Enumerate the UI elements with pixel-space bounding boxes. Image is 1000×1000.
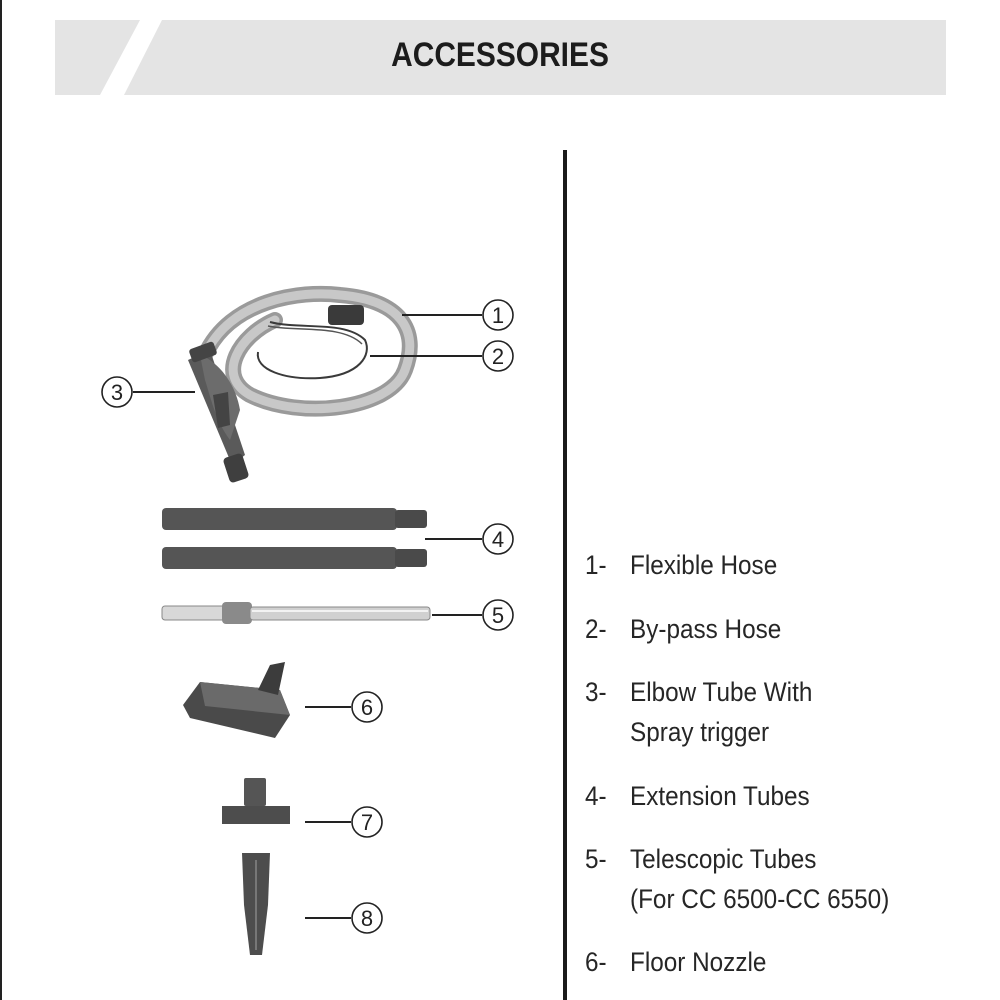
legend-number: 3-	[585, 677, 607, 707]
legend-label-line-2: (For CC 6500-CC 6550)	[630, 884, 890, 914]
page-title: ACCESSORIES	[391, 36, 609, 74]
callout-5	[483, 600, 513, 630]
upholstery-nozzle-icon	[222, 778, 290, 824]
callout-label: 6	[360, 695, 374, 720]
legend-label: Flexible Hose	[630, 550, 778, 580]
legend-number: 2-	[585, 614, 607, 644]
callout-label: 3	[110, 380, 124, 405]
legend-label: Floor Nozzle	[630, 947, 767, 977]
callout-label: 8	[360, 906, 374, 931]
callout-label: 1	[491, 303, 505, 328]
callout-2	[483, 341, 513, 371]
legend-label: By-pass Hose	[630, 614, 782, 644]
floor-nozzle-icon	[183, 662, 290, 738]
callout-3	[102, 377, 132, 407]
flexible-hose-icon	[205, 294, 410, 409]
legend-number: 4-	[585, 781, 607, 811]
callout-label: 2	[491, 344, 505, 369]
crevice-tool-icon	[242, 853, 270, 955]
callout-6	[352, 692, 382, 722]
callout-7	[352, 807, 382, 837]
callout-label: 4	[491, 527, 505, 552]
callout-1	[483, 300, 513, 330]
extension-tube-icon	[162, 508, 427, 569]
legend-label-line-2: Spray trigger	[630, 717, 770, 747]
telescopic-tube-icon	[162, 602, 430, 624]
legend-number: 1-	[585, 550, 607, 580]
callout-4	[483, 524, 513, 554]
legend-number: 6-	[585, 947, 607, 977]
bypass-hose-icon	[258, 322, 367, 378]
legend-label: Elbow Tube With	[630, 677, 813, 707]
legend-label: Telescopic Tubes	[630, 844, 817, 874]
callout-label: 7	[360, 810, 374, 835]
legend-number: 5-	[585, 844, 607, 874]
column-divider	[563, 150, 567, 1000]
callout-8	[352, 903, 382, 933]
legend-label: Extension Tubes	[630, 781, 810, 811]
callout-label: 5	[491, 603, 505, 628]
